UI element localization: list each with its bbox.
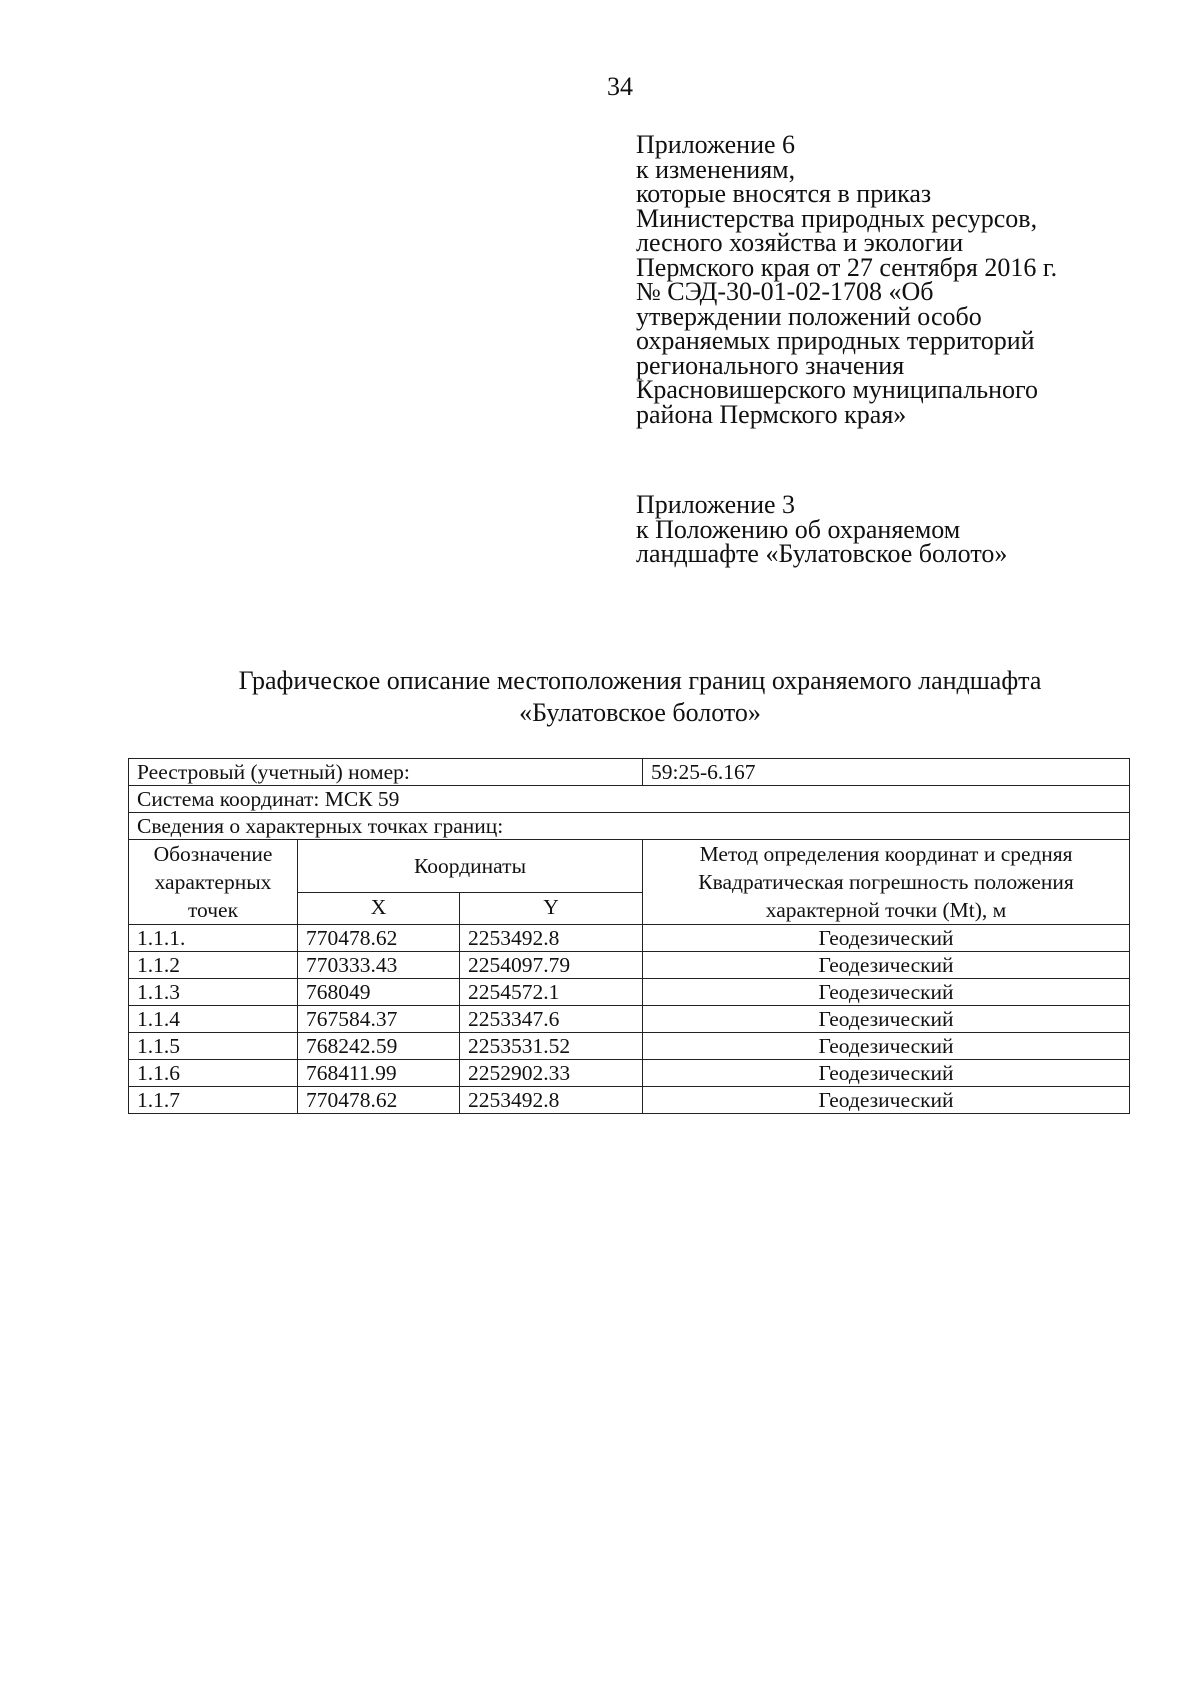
annex-6-header bbox=[636, 130, 1156, 429]
annex-6-line: Пермского края от 27 сентября 2016 г. bbox=[636, 252, 1058, 282]
header-y: Y bbox=[460, 893, 643, 925]
annex-6-line: утверждении положений особо bbox=[636, 301, 982, 331]
point-method: Геодезический bbox=[643, 925, 1130, 952]
point-method: Геодезический bbox=[643, 1060, 1130, 1087]
document-title-line: Графическое описание местоположения границ охраняемого ландшафта bbox=[238, 666, 1042, 695]
point-designation: 1.1.7 bbox=[129, 1087, 298, 1114]
point-x: 770478.62 bbox=[298, 1087, 460, 1114]
table-row bbox=[129, 1006, 1130, 1033]
point-x: 768049 bbox=[298, 979, 460, 1006]
annex-6-line: Приложение 6 bbox=[636, 130, 796, 159]
point-y: 2253492.8 bbox=[460, 1087, 643, 1114]
annex-6-line: № СЭД-30-01-02-1708 «Об bbox=[636, 277, 934, 306]
point-y: 2253492.8 bbox=[460, 925, 643, 952]
boundary-coordinates-table bbox=[128, 758, 1130, 1114]
header-method-line: Метод определения координат и средняя bbox=[699, 842, 1073, 866]
table-row bbox=[129, 925, 1130, 952]
annex-3-line: к Положению об охраняемом bbox=[636, 514, 961, 544]
points-caption-row bbox=[129, 813, 1130, 840]
point-x: 770333.43 bbox=[298, 952, 460, 979]
header-x: X bbox=[298, 893, 460, 925]
point-method: Геодезический bbox=[643, 979, 1130, 1006]
coord-system-row bbox=[129, 786, 1130, 813]
table-row bbox=[129, 1033, 1130, 1060]
coord-system: Система координат: МСК 59 bbox=[129, 786, 1130, 813]
point-designation: 1.1.4 bbox=[129, 1006, 298, 1033]
document-title-line: «Булатовское болото» bbox=[519, 698, 761, 727]
page-number: 34 bbox=[607, 72, 633, 101]
annex-6-line: охраняемых природных территорий bbox=[636, 326, 1035, 355]
annex-6-line: к изменениям, bbox=[636, 154, 796, 184]
point-designation: 1.1.6 bbox=[129, 1060, 298, 1087]
point-y: 2254572.1 bbox=[460, 979, 643, 1006]
header-method bbox=[643, 840, 1130, 925]
table-row bbox=[129, 952, 1130, 979]
point-y: 2253347.6 bbox=[460, 1006, 643, 1033]
point-designation: 1.1.5 bbox=[129, 1033, 298, 1060]
table-row bbox=[129, 1060, 1130, 1087]
annex-6-line: лесного хозяйства и экологии bbox=[636, 228, 964, 257]
annex-3-line: Приложение 3 bbox=[636, 490, 796, 519]
points-caption: Сведения о характерных точках границ: bbox=[129, 813, 1130, 840]
point-method: Геодезический bbox=[643, 1006, 1130, 1033]
annex-3-header bbox=[636, 490, 1156, 568]
registry-label: Реестровый (учетный) номер: bbox=[129, 759, 643, 786]
point-x: 768242.59 bbox=[298, 1033, 460, 1060]
annex-3-line: ландшафте «Булатовское болото» bbox=[636, 539, 1008, 568]
annex-6-line: Красновишерского муниципального bbox=[636, 375, 1039, 404]
point-method: Геодезический bbox=[643, 952, 1130, 979]
document-title bbox=[200, 665, 1080, 729]
table-header-row bbox=[129, 840, 1130, 893]
annex-6-line: района Пермского края» bbox=[636, 399, 907, 429]
point-method: Геодезический bbox=[643, 1087, 1130, 1114]
table-row bbox=[129, 1087, 1130, 1114]
point-x: 768411.99 bbox=[298, 1060, 460, 1087]
table-row bbox=[129, 979, 1130, 1006]
point-x: 770478.62 bbox=[298, 925, 460, 952]
point-method: Геодезический bbox=[643, 1033, 1130, 1060]
registry-row bbox=[129, 759, 1130, 786]
header-designation: Обозначение характерных точек bbox=[129, 840, 298, 925]
header-method-line: характерной точки (Mt), м bbox=[765, 898, 1007, 922]
point-designation: 1.1.3 bbox=[129, 979, 298, 1006]
annex-6-line: регионального значения bbox=[636, 350, 905, 380]
point-x: 767584.37 bbox=[298, 1006, 460, 1033]
annex-6-line: которые вносятся в приказ bbox=[636, 179, 932, 208]
point-y: 2252902.33 bbox=[460, 1060, 643, 1087]
point-y: 2253531.52 bbox=[460, 1033, 643, 1060]
point-designation: 1.1.2 bbox=[129, 952, 298, 979]
point-designation: 1.1.1. bbox=[129, 925, 298, 952]
registry-value: 59:25-6.167 bbox=[643, 759, 1130, 786]
point-y: 2254097.79 bbox=[460, 952, 643, 979]
header-coordinates: Координаты bbox=[298, 840, 643, 893]
annex-6-line: Министерства природных ресурсов, bbox=[636, 203, 1038, 233]
header-method-line: Квадратическая погрешность положения bbox=[698, 870, 1074, 894]
